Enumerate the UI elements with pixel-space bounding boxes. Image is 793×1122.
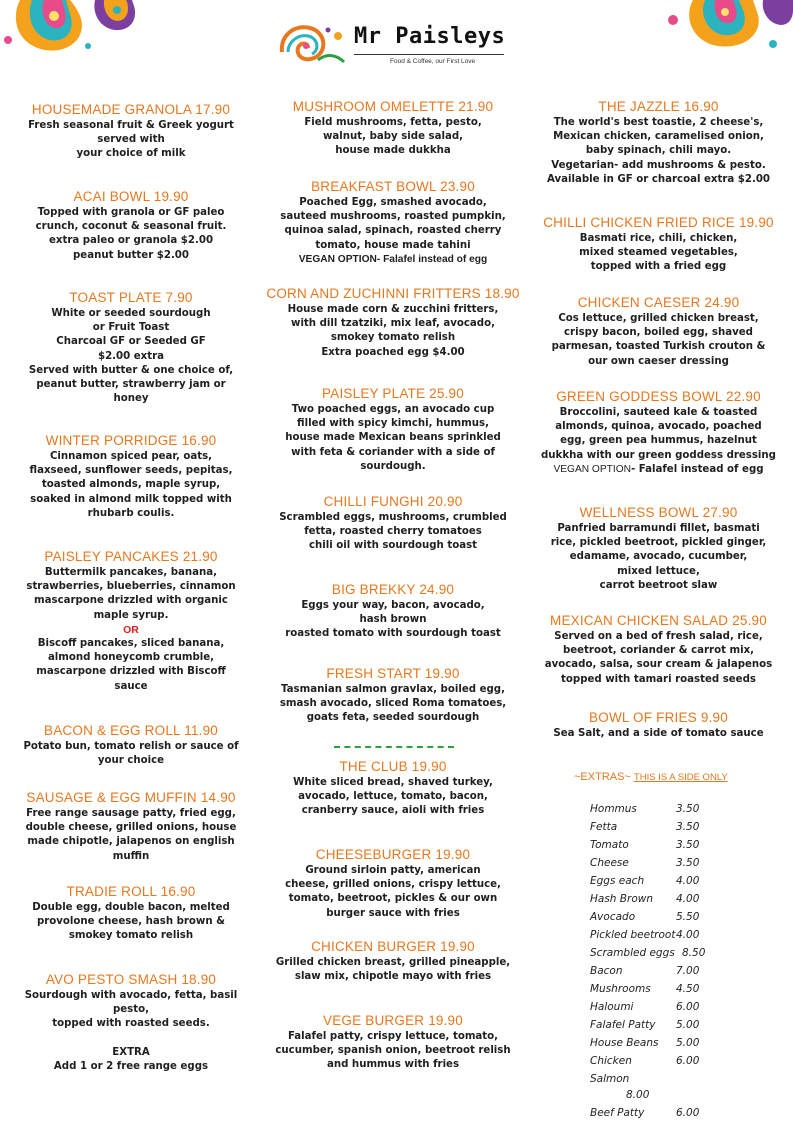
extras-item: Avocado 5.50: [590, 911, 700, 923]
extras-item: Hash Brown 4.00: [590, 893, 700, 905]
vegan-option: VEGAN OPTION- Falafel instead of egg: [553, 463, 764, 475]
extras-item-price: 8.00: [626, 1089, 650, 1101]
menu-item-name: CHICKEN CAESER 24.90: [577, 295, 740, 310]
menu-item-name: CHEESEBURGER 19.90: [315, 847, 471, 862]
extras-item: Cheese 3.50: [590, 857, 700, 869]
extras-item: Hommus 3.50: [590, 803, 700, 815]
menu-item-description: Panfried barramundi fillet, basmati rice, pickled beetroot, pickled ginger, edamame, avocado, cucumber, mixed lettuce, carrot beetroot slaw: [550, 523, 767, 591]
menu-item-name: CORN AND ZUCHINNI FRITTERS 18.90: [266, 286, 520, 301]
menu-item: [0, 189, 262, 263]
menu-item-name: THE CLUB 19.90: [339, 759, 447, 774]
menu-item-name: MUSHROOM OMELETTE 21.90: [292, 99, 494, 114]
menu-item: [0, 433, 262, 521]
menu-item: [0, 972, 262, 1074]
menu-item: [524, 505, 793, 593]
extras-item: Scrambled eggs 8.50: [590, 947, 706, 959]
brand-header: [278, 14, 518, 74]
menu-item-description: Double egg, double bacon, melted provolone cheese, hash brown & smokey tomato relish: [32, 902, 230, 942]
menu-item-name: GREEN GODDESS BOWL 22.90: [556, 389, 761, 404]
menu-item-description: Falafel patty, crispy lettuce, tomato, cucumber, spanish onion, beetroot relish and hummus with fries: [275, 1031, 511, 1071]
menu-item-name: TRADIE ROLL 16.90: [66, 884, 196, 899]
menu-item-name: PAISLEY PLATE 25.90: [322, 386, 464, 401]
menu-item-name: VEGE BURGER 19.90: [323, 1013, 463, 1028]
menu-item-description: Basmati rice, chili, chicken, mixed steamed vegetables, topped with a fried egg: [579, 233, 738, 273]
menu-item: [262, 99, 524, 159]
menu-item-description: White sliced bread, shaved turkey, avocado, lettuce, tomato, bacon, cranberry sauce, aioli with fries: [293, 777, 493, 817]
menu-item-description: Tasmanian salmon gravlax, boiled egg, smash avocado, sliced Roma tomatoes, goats feta, seeded sourdough: [279, 684, 507, 724]
menu-item: [262, 494, 524, 554]
menu-item: [262, 759, 524, 819]
vegan-option: VEGAN OPTION- Falafel instead of egg: [298, 253, 488, 265]
menu-item-name: CHILLI CHICKEN FRIED RICE 19.90: [543, 215, 774, 230]
menu-item-description: Potato bun, tomato relish or sauce of your choice: [23, 741, 239, 767]
menu-item-description: Poached Egg, smashed avocado, sauteed mushrooms, roasted pumpkin, quinoa salad, spinach, roasted cherry tomato, house made tahini VEGAN OPTION- Falafel instead of egg: [262, 196, 524, 267]
menu-item-description: White or seeded sourdough or Fruit Toast Charcoal GF or Seeded GF $2.00 extra Served with butter & one choice of, peanut butter, strawberry jam or honey: [28, 308, 234, 405]
menu-item: [524, 710, 793, 741]
brand-divider: [354, 54, 504, 55]
menu-item-description: House made corn & zucchini fritters, with dill tzatziki, mix leaf, avocado, smokey tomato relish Extra poached egg $4.00: [287, 304, 499, 358]
menu-item-description: Sea Salt, and a side of tomato sauce: [553, 728, 764, 739]
menu-item-name: WELLNESS BOWL 27.90: [579, 505, 738, 520]
menu-item: [0, 723, 262, 768]
extras-item: Bacon 7.00: [590, 965, 700, 977]
menu-item-name: CHICKEN BURGER 19.90: [311, 939, 475, 954]
menu-item-description: Sourdough with avocado, fetta, basil pesto, topped with roasted seeds. EXTRA Add 1 or 2 free range eggs: [24, 990, 238, 1072]
menu-item-name: BACON & EGG ROLL 11.90: [44, 723, 218, 738]
extras-heading: [574, 771, 728, 783]
menu-item: [524, 99, 793, 187]
menu-item-description: Buttermilk pancakes, banana, strawberries, blueberries, cinnamon mascarpone drizzled with organic maple syrup. OR Biscoff pancakes, sliced banana, almond honeycomb crumble, mascarpone drizzled with Biscoff sauce: [0, 566, 262, 694]
menu-item-name: BOWL OF FRIES 9.90: [589, 710, 728, 725]
menu-item-description: Two poached eggs, an avocado cup filled with spicy kimchi, hummus, house made Mexican beans sprinkled with feta & coriander with a side of sourdough.: [285, 404, 501, 472]
extras-item: Fetta 3.50: [590, 821, 700, 833]
menu-item-description: Ground sirloin patty, american cheese, grilled onions, crispy lettuce, tomato, beetroot, pickles & our own burger sauce with fries: [285, 865, 501, 919]
menu-item: [262, 939, 524, 984]
extras-title: ~EXTRAS~: [574, 771, 631, 783]
menu-item: [524, 389, 793, 477]
menu-item: [0, 884, 262, 944]
menu-item: [262, 1013, 524, 1073]
menu-item-description: Topped with granola or GF paleo crunch, coconut & seasonal fruit. extra paleo or granola $2.00 peanut butter $2.00: [35, 207, 227, 261]
menu-item-description: Cos lettuce, grilled chicken breast, crispy bacon, boiled egg, shaved parmesan, toasted Turkish crouton & our own caeser dressing: [551, 313, 766, 367]
menu-item-description: Eggs your way, bacon, avocado, hash brown roasted tomato with sourdough toast: [285, 600, 501, 640]
menu-item: [262, 847, 524, 921]
extras-item: Salmon: [590, 1073, 630, 1085]
menu-item-name: WINTER PORRIDGE 16.90: [45, 433, 217, 448]
menu-item: [0, 549, 262, 694]
paisley-decoration-left-icon: [0, 0, 150, 62]
menu-item-description: Free range sausage patty, fried egg, double cheese, grilled onions, house made chipotle, jalapenos on english muffin: [25, 808, 237, 862]
menu-item-description: Cinnamon spiced pear, oats, flaxseed, sunflower seeds, pepitas, toasted almonds, maple syrup, soaked in almond milk topped with rhubarb coulis.: [29, 451, 233, 519]
menu-item-name: THE JAZZLE 16.90: [598, 99, 719, 114]
menu-item-description: Broccolini, sauteed kale & toasted almonds, quinoa, avocado, poached egg, green pea hummus, hazelnut dukkha with our green goddess dressing VEGAN OPTION- Falafel instead of egg: [524, 406, 793, 477]
menu-item: [0, 790, 262, 864]
extras-item: Pickled beetroot 4.00: [590, 929, 700, 941]
menu-item-name: FRESH START 19.90: [326, 666, 460, 681]
extras-item: Falafel Patty 5.00: [590, 1019, 700, 1031]
paisley-decoration-right-icon: [653, 0, 793, 62]
menu-item-name: TOAST PLATE 7.90: [69, 290, 193, 305]
menu-item: [524, 295, 793, 369]
menu-item: [524, 215, 793, 275]
paisley-logo-icon: [278, 22, 348, 68]
or-separator: OR: [123, 623, 139, 636]
extras-side-note: THIS IS A SIDE ONLY: [633, 772, 728, 783]
menu-item-description: The world's best toastie, 2 cheese's, Mexican chicken, caramelised onion, baby spinach, chili mayo. Vegetarian- add mushrooms & pesto. Available in GF or charcoal extra $2.00: [546, 117, 771, 185]
extras-item: Tomato 3.50: [590, 839, 700, 851]
extras-item: Mushrooms 4.50: [590, 983, 700, 995]
menu-item: [262, 179, 524, 267]
brand-tagline: Food & Coffee, our First Love: [390, 58, 476, 65]
menu-item: [262, 286, 524, 360]
menu-item: [0, 290, 262, 406]
menu-item: [262, 582, 524, 642]
menu-item-name: BREAKFAST BOWL 23.90: [311, 179, 475, 194]
menu-item: [524, 613, 793, 687]
menu-item: [262, 666, 524, 726]
menu-item-description: Scrambled eggs, mushrooms, crumbled fetta, roasted cherry tomatoes chili oil with sourdough toast: [279, 512, 507, 552]
menu-item: [262, 386, 524, 474]
menu-item-name: SAUSAGE & EGG MUFFIN 14.90: [26, 790, 236, 805]
extras-item: Eggs each 4.00: [590, 875, 700, 887]
menu-item-name: MEXICAN CHICKEN SALAD 25.90: [550, 613, 767, 628]
extras-item: House Beans 5.00: [590, 1037, 700, 1049]
menu-item-name: CHILLI FUNGHI 20.90: [323, 494, 463, 509]
extras-item: Beef Patty 6.00: [590, 1107, 700, 1119]
brand-name: Mr Paisleys: [354, 24, 506, 49]
menu-item: [0, 102, 262, 162]
section-divider: [334, 746, 454, 748]
extras-item: Chicken 6.00: [590, 1055, 700, 1067]
menu-item-description: Served on a bed of fresh salad, rice, beetroot, coriander & carrot mix, avocado, salsa, sour cream & jalapenos topped with tamari roasted seeds: [544, 631, 773, 685]
menu-item-name: BIG BREKKY 24.90: [331, 582, 455, 597]
menu-item-name: AVO PESTO SMASH 18.90: [45, 972, 217, 987]
menu-item-description: Fresh seasonal fruit & Greek yogurt served with your choice of milk: [28, 120, 234, 160]
menu-item-name: PAISLEY PANCAKES 21.90: [44, 549, 218, 564]
menu-item-description: Grilled chicken breast, grilled pineapple, slaw mix, chipotle mayo with fries: [275, 957, 511, 983]
extras-item: Haloumi 6.00: [590, 1001, 700, 1013]
menu-item-description: Field mushrooms, fetta, pesto, walnut, baby side salad, house made dukkha: [304, 117, 482, 157]
menu-item-name: HOUSEMADE GRANOLA 17.90: [31, 102, 231, 117]
menu-item-name: ACAI BOWL 19.90: [73, 189, 189, 204]
